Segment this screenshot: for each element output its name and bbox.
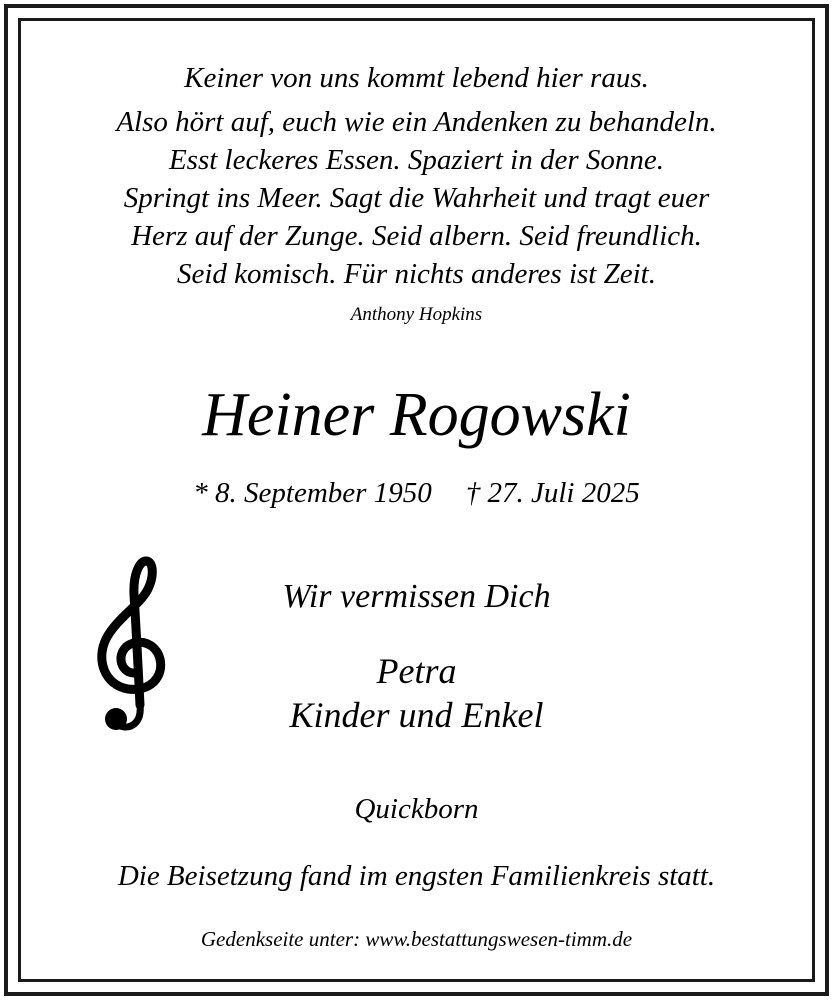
- burial-note: Die Beisetzung fand im engsten Familienkreis statt.: [117, 860, 716, 892]
- memorial-page-link[interactable]: Gedenkseite unter: www.bestattungswesen-timm.de: [200, 927, 633, 951]
- mourner-name: Petra: [376, 651, 457, 691]
- life-dates: [0, 475, 833, 511]
- quote-line: Esst leckeres Essen. Spaziert in der Sonne.: [168, 144, 665, 176]
- deceased-name: Heiner Rogowski: [202, 381, 631, 449]
- quote-line: Seid komisch. Für nichts anderes ist Zeit.: [177, 258, 656, 290]
- quote-line: Keiner von uns kommt lebend hier raus.: [184, 62, 649, 94]
- quote-author: Anthony Hopkins: [350, 304, 483, 325]
- mourner-name: Kinder und Enkel: [289, 695, 544, 735]
- quote-line: Also hört auf, euch wie ein Andenken zu behandeln.: [116, 106, 717, 138]
- quote-line: Springt ins Meer. Sagt die Wahrheit und tragt euer: [123, 182, 710, 214]
- place: Quickborn: [354, 793, 479, 825]
- quote-line: Herz auf der Zunge. Seid albern. Seid freundlich.: [131, 220, 702, 252]
- birth-date: * 8. September 1950: [193, 477, 432, 509]
- miss-message: Wir vermissen Dich: [282, 578, 551, 615]
- death-date: † 27. Juli 2025: [465, 477, 640, 509]
